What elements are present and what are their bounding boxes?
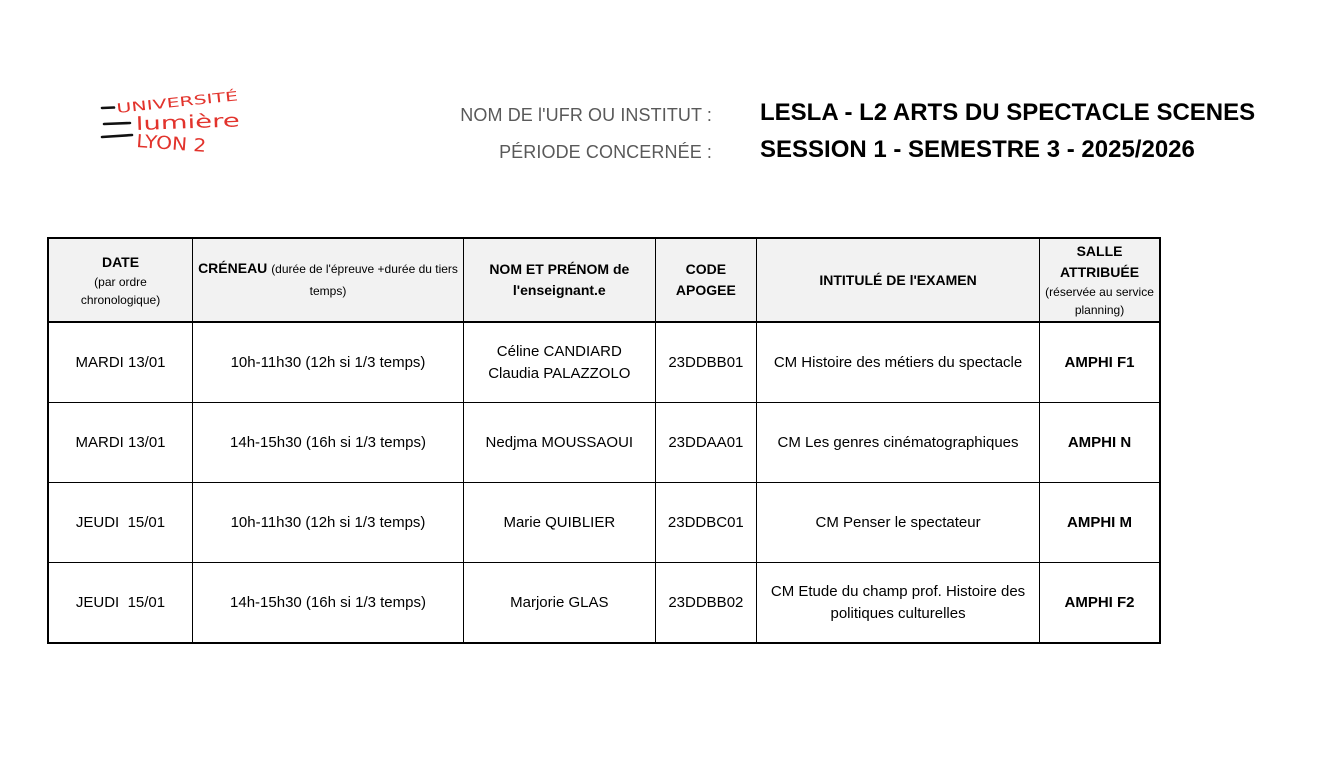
cell-date: JEUDI 15/01 [48, 563, 193, 644]
header-period-row [430, 136, 1290, 168]
cell-date: JEUDI 15/01 [48, 483, 193, 563]
teacher-name: Céline CANDIARD [496, 342, 622, 360]
cell-code: 23DDAA01 [655, 403, 756, 483]
col-date-sub-2: chronologique) [80, 292, 161, 307]
cell-slot: 14h-15h30 (16h si 1/3 temps) [193, 403, 464, 483]
cell-exam: CM Histoire des métiers du spectacle [757, 322, 1040, 403]
cell-room: AMPHI F2 [1040, 563, 1160, 644]
col-code-title: CODE APOGEE [675, 261, 736, 298]
cell-slot: 10h-11h30 (12h si 1/3 temps) [193, 322, 464, 403]
col-header-room [1040, 238, 1160, 322]
header-ufr-row [430, 99, 1290, 131]
table-row [48, 322, 1160, 403]
cell-exam: CM Les genres cinématographiques [757, 403, 1040, 483]
col-date-sub-1: (par ordre [94, 274, 147, 289]
logo-line-2: LUMIÈRE [135, 111, 205, 135]
col-room-title: SALLE ATTRIBUÉE [1059, 243, 1140, 280]
col-slot-sub: (durée de l'épreuve +durée du tiers temps) [271, 262, 458, 298]
col-header-code [655, 238, 756, 322]
ufr-label: NOM DE l'UFR OU INSTITUT : [460, 105, 712, 125]
cell-teacher [463, 563, 655, 644]
teacher-name: Marjorie GLAS [510, 593, 609, 611]
col-header-exam [757, 238, 1040, 322]
logo-line-3: LYON 2 [135, 131, 200, 157]
cell-room: AMPHI N [1040, 403, 1160, 483]
col-slot-title: CRÉNEAU [198, 260, 268, 276]
teacher-name: Marie QUIBLIER [503, 513, 616, 531]
col-date-title: DATE [101, 253, 140, 270]
table-row [48, 483, 1160, 563]
exam-schedule-table [47, 237, 1161, 644]
col-header-teacher [463, 238, 655, 322]
cell-room: AMPHI F1 [1040, 322, 1160, 403]
cell-date: MARDI 13/01 [48, 403, 193, 483]
cell-exam: CM Penser le spectateur [757, 483, 1040, 563]
col-header-slot [193, 238, 464, 322]
cell-slot: 10h-11h30 (12h si 1/3 temps) [193, 483, 464, 563]
cell-teacher [463, 483, 655, 563]
cell-teacher [463, 322, 655, 403]
cell-code: 23DDBB02 [655, 563, 756, 644]
teacher-name: Claudia PALAZZOLO [488, 364, 631, 382]
cell-slot: 14h-15h30 (16h si 1/3 temps) [193, 563, 464, 644]
period-label: PÉRIODE CONCERNÉE : [499, 142, 712, 162]
logo-line-1: UNIVERSITÉ [115, 88, 195, 118]
cell-code: 23DDBB01 [655, 322, 756, 403]
cell-code: 23DDBC01 [655, 483, 756, 563]
university-logo [100, 86, 250, 158]
ufr-value: LESLA - L2 ARTS DU SPECTACLE SCENES [760, 99, 1256, 126]
col-teacher-title: NOM ET PRÉNOM de l'enseignant.e [489, 261, 630, 298]
col-exam-title: INTITULÉ DE l'EXAMEN [819, 271, 977, 288]
teacher-name: Nedjma MOUSSAOUI [485, 433, 634, 451]
cell-date: MARDI 13/01 [48, 322, 193, 403]
cell-exam: CM Etude du champ prof. Histoire des politiques culturelles [757, 563, 1040, 644]
col-header-date [48, 238, 193, 322]
table-row [48, 563, 1160, 644]
period-value: SESSION 1 - SEMESTRE 3 - 2025/2026 [760, 136, 1195, 163]
cell-teacher [463, 403, 655, 483]
cell-room: AMPHI M [1040, 483, 1160, 563]
table-row [48, 403, 1160, 483]
col-room-sub: (réservée au service planning) [1045, 285, 1154, 317]
table-header-row [48, 238, 1160, 322]
